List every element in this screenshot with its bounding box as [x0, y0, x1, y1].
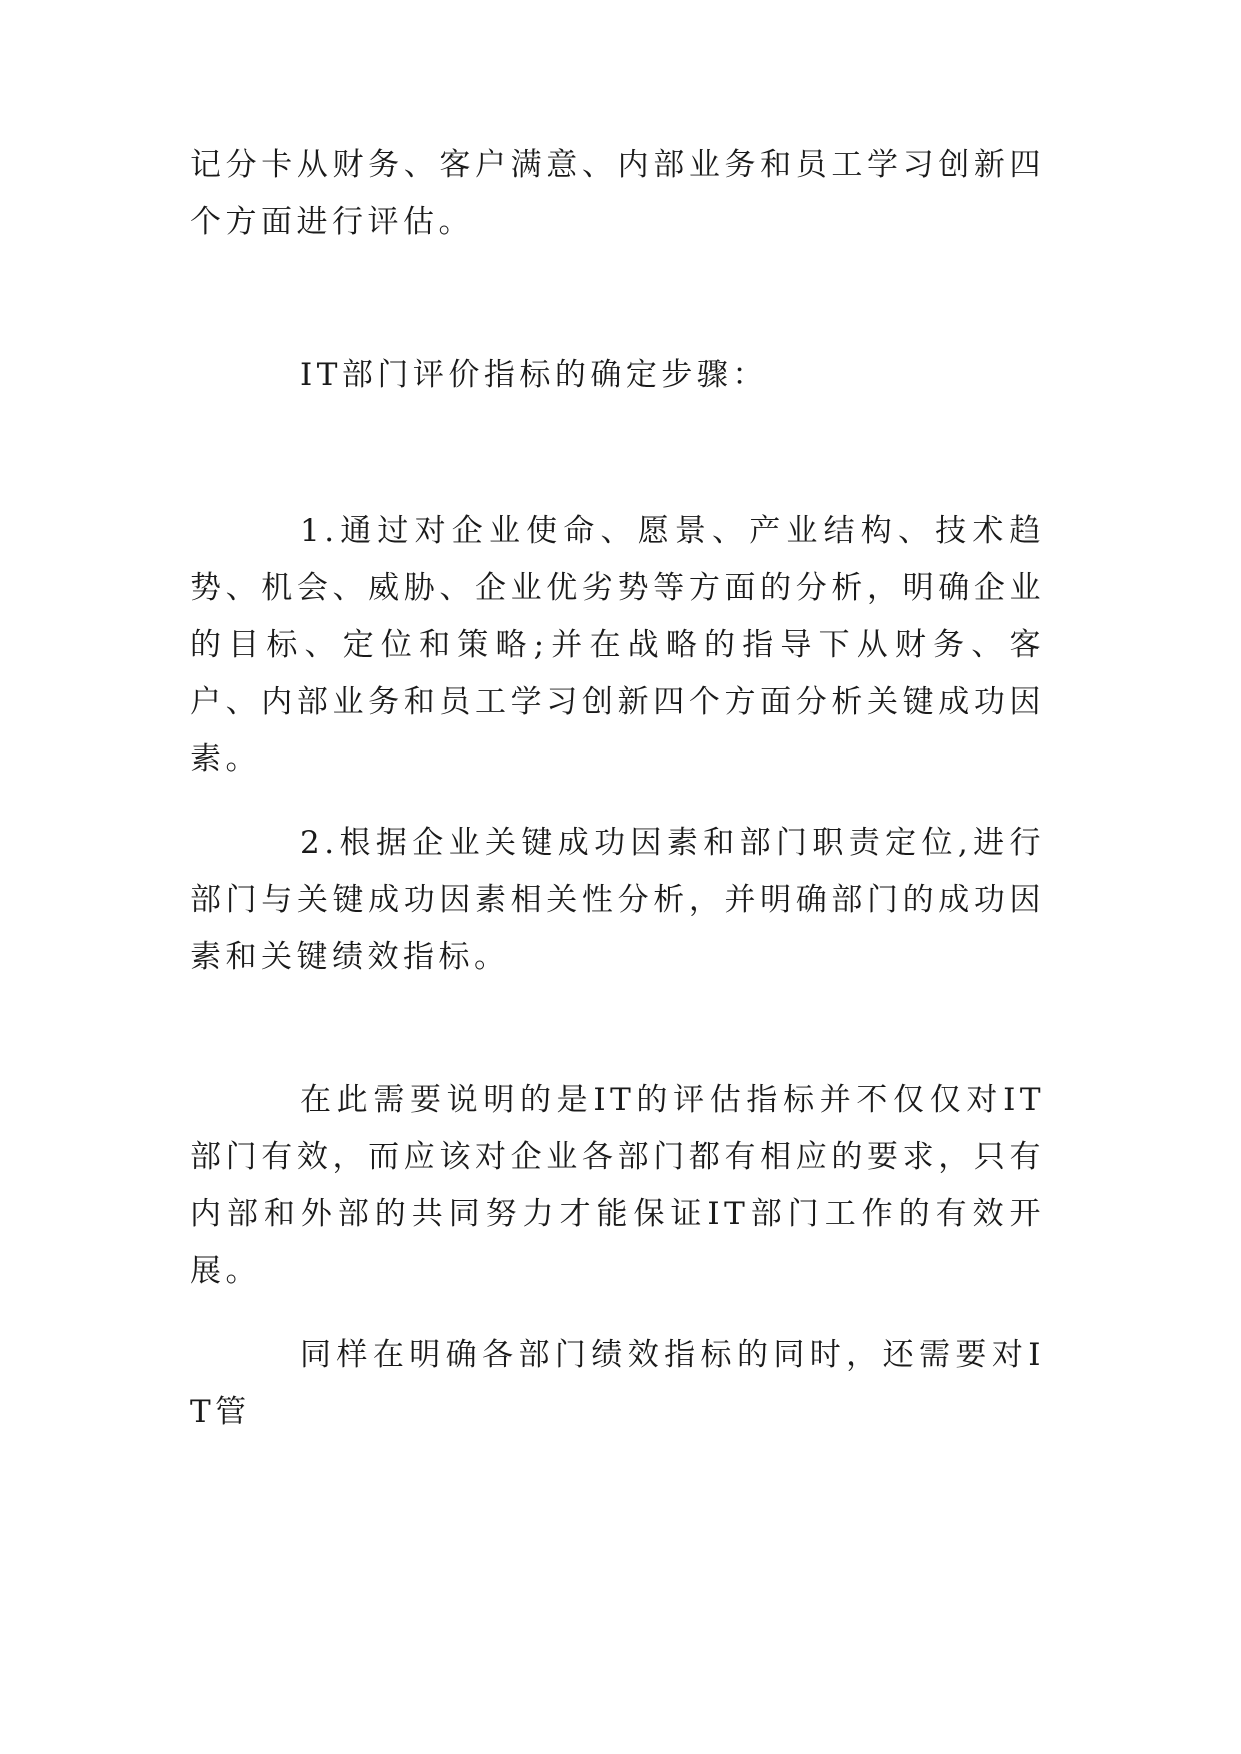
paragraph-steps-heading: IT部门评价指标的确定步骤： — [300, 357, 768, 393]
paragraph-it-evaluation-note: 在此需要说明的是IT的评估指标并不仅仅对IT部门有效，而应该对企业各部门都有相应的要求，只有内部和外部的共同努力才能保证IT部门工作的有效开展。 — [190, 1082, 1045, 1289]
paragraph-scorecard-evaluation: 记分卡从财务、客户满意、内部业务和员工学习创新四个方面进行评估。 — [190, 147, 1045, 240]
paragraph-step-2: 2.根据企业关键成功因素和部门职责定位,进行部门与关键成功因素相关性分析，并明确部门的成功因素和关键绩效指标。 — [190, 825, 1045, 975]
paragraph-department-indicators: 同样在明确各部门绩效指标的同时，还需要对IT管 — [190, 1337, 1045, 1430]
paragraph-step-1: 1.通过对企业使命、愿景、产业结构、技术趋势、机会、威胁、企业优劣势等方面的分析，明确企业的目标、定位和策略;并在战略的指导下从财务、客户、内部业务和员工学习创新四个方面分析关键成功因素。 — [190, 513, 1045, 777]
